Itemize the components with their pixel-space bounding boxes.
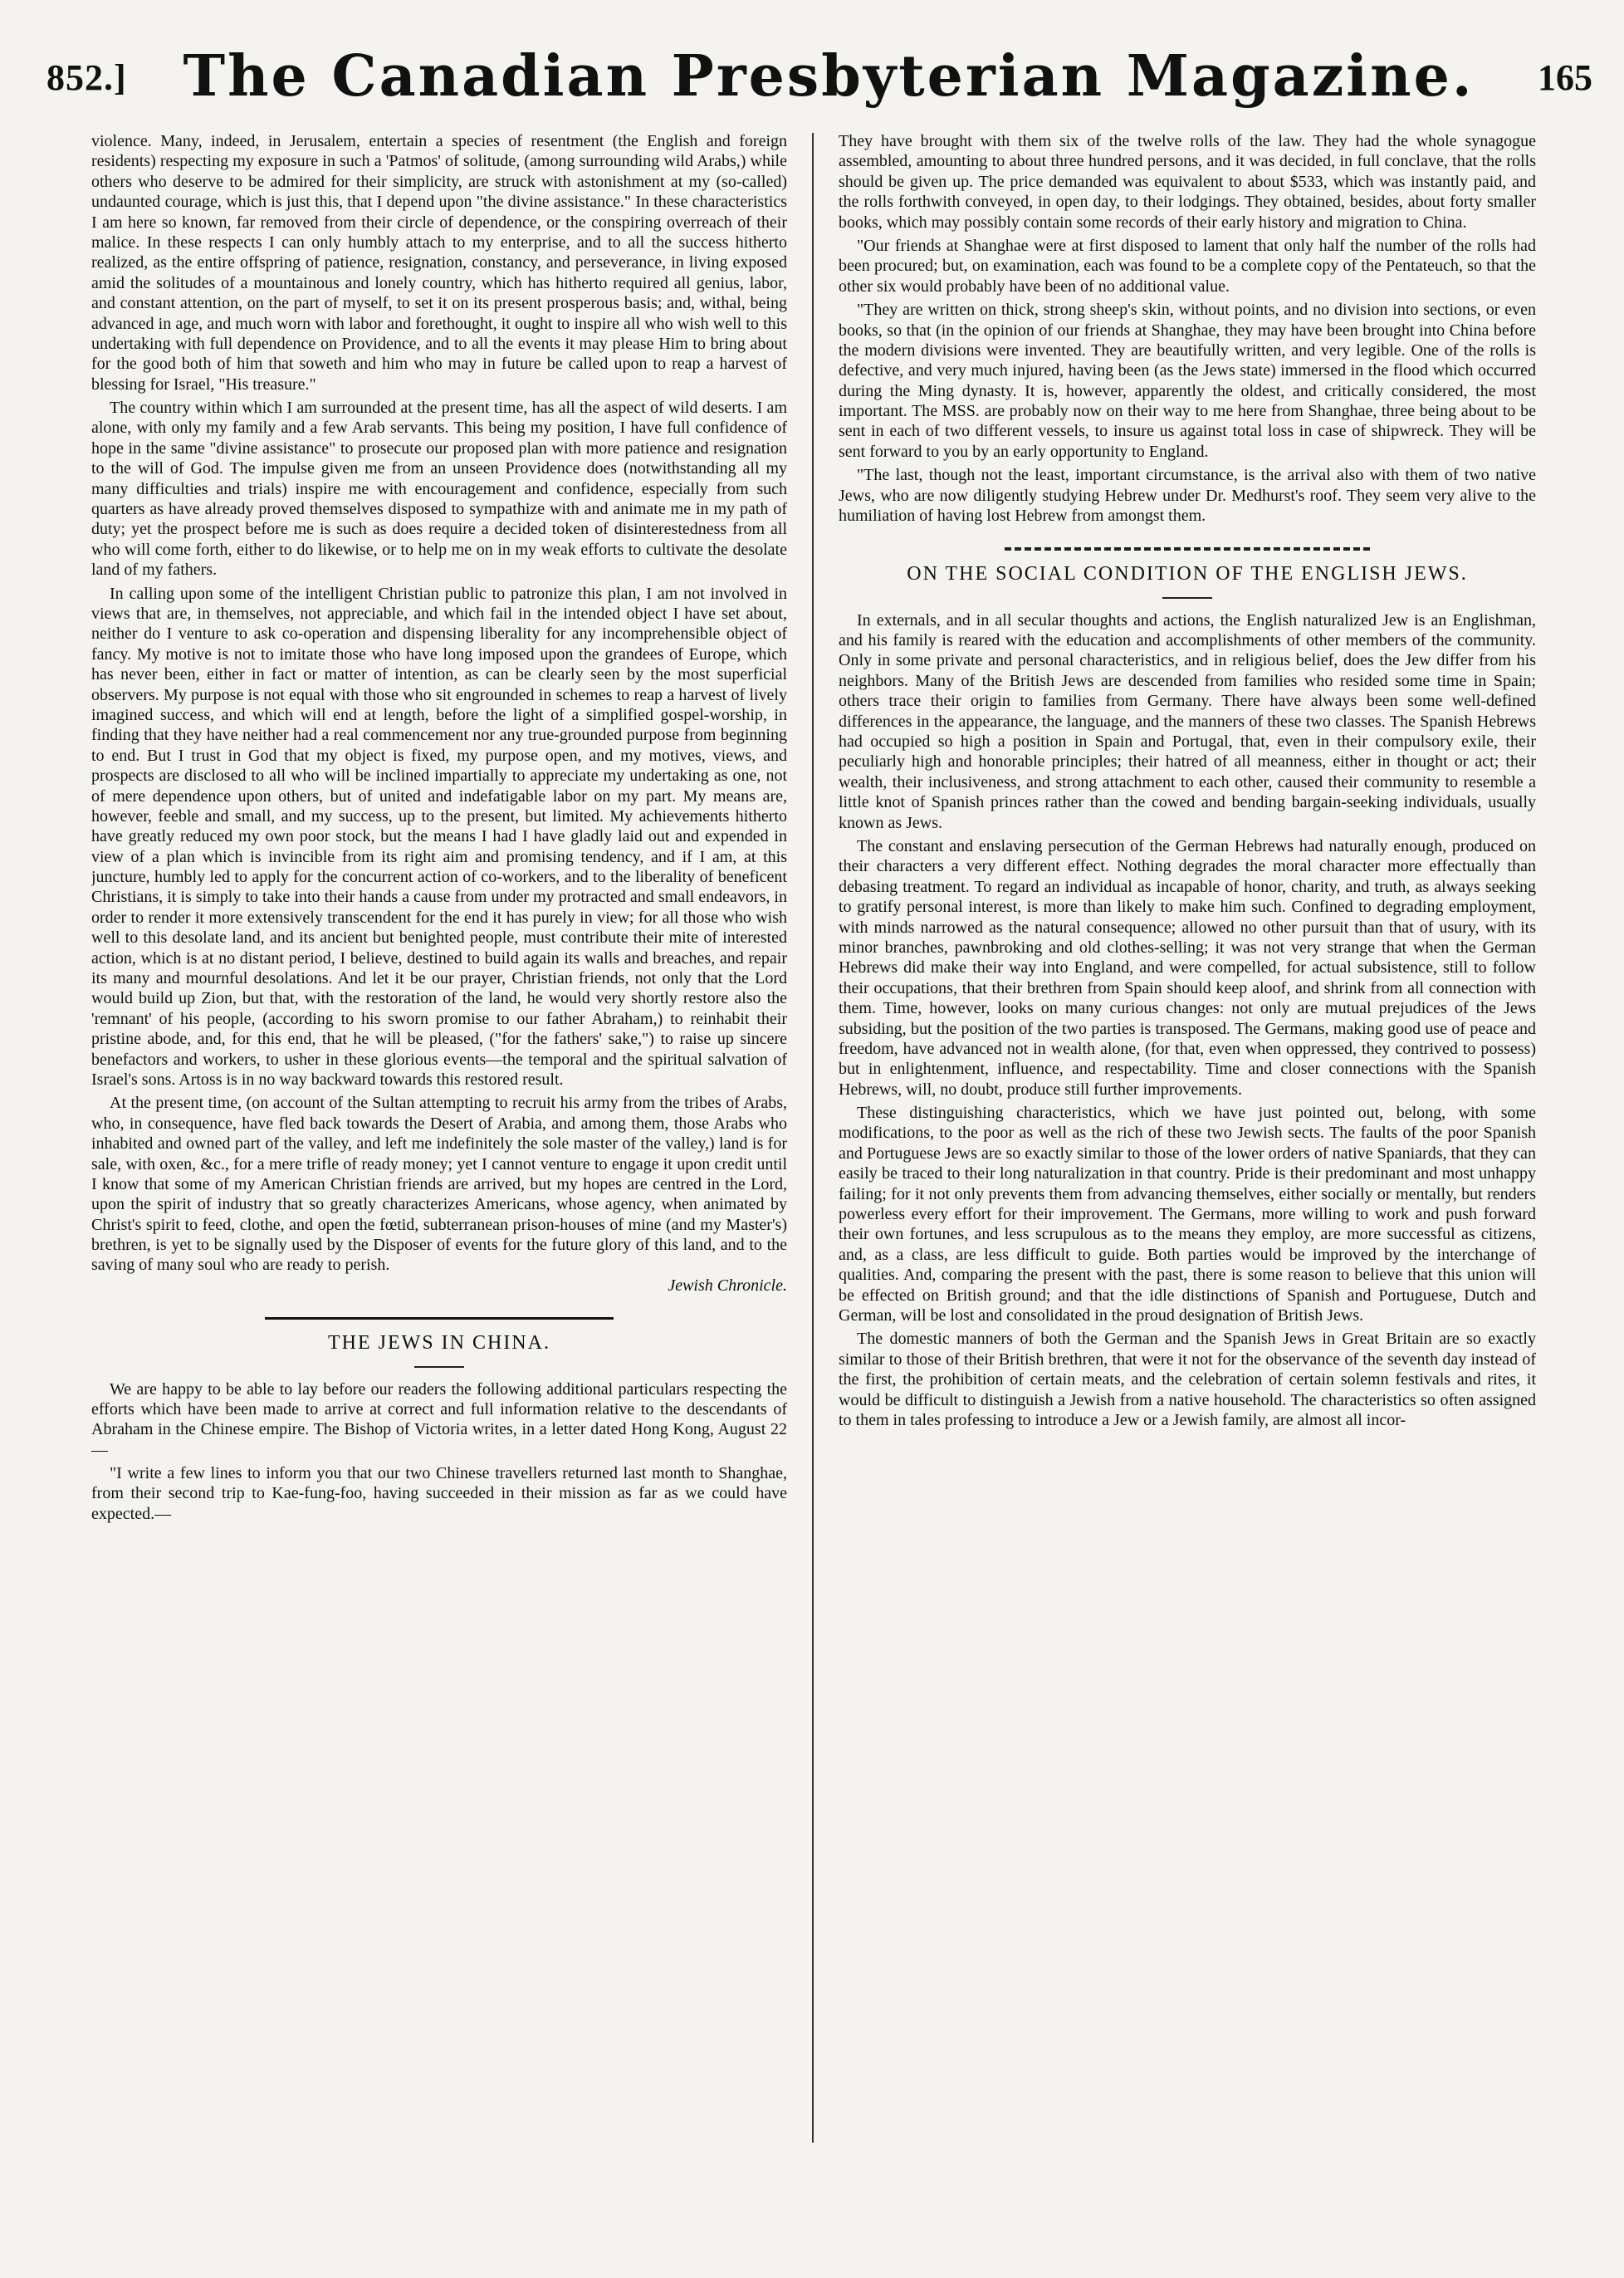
article-paragraph: In externals, and in all secular thoughts and actions, the English naturalized Jew is an Englishman, and his family is reared with the education and accomplishments of other members of the community. Only in some private and personal characteristics, and in religious belief, does the Jew differ from his neighbors. Many of the British Jews are descended from families who resided some time in Spain; others trace their origin to families from Germany. There have always been some well-defined differences in the appearance, the language, and the manners of these two classes. The Spanish Hebrews had occupied so high a position in Spain and Portugal, that, even in their compulsory exile, their peculiarly high and honorable principles; their hatred of all meanness, either in thought or act; their wealth, their inclusiveness, and strong attachment to each other, caused their community to resemble a little knot of Spanish princes rather than the cowed and bending bargain-seeking individuals, usually known as Jews. — [839, 610, 1536, 832]
title-underline — [1162, 597, 1212, 599]
article-paragraph: The country within which I am surrounded at the present time, has all the aspect of wild deserts. I am alone, with only my family and a few Arab servants. This being my position, I have full confidence of hope in the same "divine assistance" to prosecute our proposed plan with more patience and resignation to the will of God. The impulse given me from an unseen Providence does (notwithstanding all my many difficulties and trials) inspire me with encouragement and confidence, especially from such quarters as have already proved themselves disposed to sympathize with and animate me in my path of duty; yet the prospect before me is such as does require a decided token of disinterestedness from all who will come forth, either to do likewise, or to help me on in my weak efforts to cultivate the desolate land of my fathers. — [91, 399, 787, 580]
page-number-right: 165 — [1538, 57, 1592, 98]
article-paragraph: "Our friends at Shanghae were at first disposed to lament that only half the number of the rolls had been procured; but, on examination, each was found to be a complete copy of the Pentateuch, so that the other six would probably have been of no additional value. — [839, 236, 1536, 296]
article-paragraph: "I write a few lines to inform you that our two Chinese travellers returned last month to Shanghae, from their second trip to Kae-fung-foo, having succeeded in their mission as far as we could have expected.— — [91, 1464, 787, 1523]
right-column — [839, 131, 1536, 2270]
section-divider — [1005, 547, 1370, 551]
article-paragraph: In calling upon some of the intelligent Christian public to patronize this plan, I am not involved in views that are, in themselves, not appreciable, and which fail in the intended object I have set about, neither do I venture to ask co-operation and dispensing liberality for any incomprehensible object of fancy. My motive is not to imitate those who have long imposed upon the grandees of Europe, which has never been, either in fact or matter of intention, as can be clearly seen by the most superficial observers. My purpose is not equal with those who sit engrounded in schemes to reap a harvest of lively imagined success, and which will end at length, before the light of a simplified gospel-worship, in finding that they have neither had a real commencement nor any true-grounded purpose from beginning to end. But I trust in God that my object is fixed, my purpose open, and my motives, views, and prospects are disclosed to all who will be inclined impartially to appreciate my undertaking as one, not of mere dependence upon others, but of united and indefatigable labor on my part. My means are, however, feeble and small, and my success, up to the present, but limited. My achievements hitherto have greatly reduced my own poor stock, but the means I had I have gladly laid out and expended in view of a plan which is invincible from its right aim and promising tendency, and if I am, at this juncture, humbly led to apply for the concurrent action of co-workers, and to the liberality of beneficent Christians, it is simply to take into their hands a cause from under my protracted and small endeavors, in order to render it more extensively transcendent for the end it has purely in view; for all those who wish well to this desolate land, and its ancient but benighted people, must contribute their mite of interested action, which is at no distant period, I believe, destined to build again its walls and breaches, and repair its many and mournful desolations. And let it be our prayer, Christian friends, not only that the Lord would build up Zion, but that, with the restoration of the land, he would very shortly restore also the 'remnant' of his people, (according to his sworn promise to our father Abraham,) to reinhabit their pristine abode, and, for this end, that he will be pleased, ("for the fathers' sake,") to raise up sincere benefactors and workers, to usher in these glorious events—the temporal and the spiritual salvation of Israel's sons. Artoss is in no way backward towards this restored result. — [91, 584, 787, 1089]
article-paragraph: The constant and enslaving persecution of the German Hebrews had naturally enough, produced on their characters a very different effect. Nothing degrades the moral character more effectually than debasing treatment. To regard an individual as incapable of honor, charity, and truth, as always seeking to gratify personal interest, is more than likely to make him such. Confined to degrading employment, with minds narrowed as the natural consequence; allowed no other pursuit than that of usury, with its minor branches, pawnbroking and old clothes-selling; it was not very strange that when the German Hebrews did make their way into England, and were compelled, for actual subsistence, still to follow their occupations, that their brethren from Spain should keep aloof, and shrink from all connection with them. Time, however, looks on many curious changes: not only are mutual prejudices of the Jews subsiding, but the position of the two parties is transposed. The Germans, making good use of peace and freedom, have advanced not in wealth alone, (for that, even when oppressed, they contrived to possess) but in enlightenment, influence, and respectability. Time and closer connections with the Spanish Hebrews, will, no doubt, produce still further improvements. — [839, 836, 1536, 1099]
section-title-jews-in-china: THE JEWS IN CHINA. — [328, 1332, 550, 1355]
journal-title: The Canadian Presbyterian Magazine. — [183, 43, 1475, 110]
article-paragraph: At the present time, (on account of the Sultan attempting to recruit his army from the tribes of Arabs, who, in consequence, have fled back towards the Desert of Arabia, and among them, those Arabs who inhabited and owned part of the valley, and left me indefinitely the sole master of the valley,) land is for sale, with oxen, &c., for a mere trifle of ready money; yet I cannot venture to engage it upon credit until I know that some of my American Christian friends are arrived, but my hopes are centred in the Lord, upon the spirit of industry that so greatly characterizes Americans, whose agency, when animated by Christ's spirit to feed, clothe, and open the fœtid, subterranean prison-houses of mine (and my Master's) brethren, is yet to be signally used by the Disposer of events for the future glory of this land, and to the saving of many soul who are ready to perish. — [91, 1094, 787, 1275]
article-paragraph: These distinguishing characteristics, which we have just pointed out, belong, with some modifications, to the poor as well as the rich of these two Jewish sects. The faults of the poor Spanish and Portuguese Jews are so exactly similar to those of the lower orders of native Spaniards, that they can easily be traced to their long naturalization in that country. Pride is their predominant and most unhappy failing; for it not only prevents them from advancing themselves, either socially or mentally, but renders powerless every effort for their improvement. The Germans, more willing to work and push forward their own fortunes, and less scrupulous as to the means they employ, are more successful as citizens, and, as a class, are less difficult to guide. Both parties would be improved by the interchange of qualities. And, comparing the present with the past, there is some reason to believe that this union will be effected on British ground; and that the idle distinctions of Spanish and Portuguese, Dutch and German, will be lost and consolidated in the proud designation of British Jews. — [839, 1104, 1536, 1325]
title-underline — [414, 1366, 464, 1368]
article-paragraph: We are happy to be able to lay before our readers the following additional particulars respecting the efforts which have been made to arrive at correct and full information relative to the descendants of Abraham in the Chinese empire. The Bishop of Victoria writes, in a letter dated Hong Kong, August 22 — — [91, 1379, 787, 1459]
left-column — [91, 131, 787, 2270]
section-divider — [265, 1317, 614, 1320]
article-paragraph: violence. Many, indeed, in Jerusalem, entertain a species of resentment (the English and foreign residents) respecting my exposure in such a 'Patmos' of solitude, (among surrounding wild Arabs,) while others who deserve to be admired for their simplicity, are struck with astonishment at my (so-called) undaunted courage, which is just this, that I depend upon "the divine assistance." In these characteristics I am here so known, far removed from their circle of dependence, or the conspiring overreach of their malice. In these respects I can only humbly attach to my enterprise, and to all the success hitherto realized, as the entire offspring of patience, resignation, constancy, and perseverance, in living exposed amid the solitudes of a mountainous and lonely country, which has hitherto required all genius, labor, and constant attention, on the part of myself, to set it on its present prosperous basis; and, withal, being advanced in age, and much worn with labor and forethought, it ought to inspire all who wish well to this undertaking with full dependence on Providence, and to all the events it may please Him to bring about for the good both of him that soweth and him who may in future be called upon to reap a harvest of blessing for Israel, "His treasure." — [91, 132, 787, 394]
article-paragraph: The domestic manners of both the German and the Spanish Jews in Great Britain are so exactly similar to those of their British brethren, that were it not for the observance of the seventh day instead of the first, the prohibition of certain meats, and the celebration of certain solemn festivals and rites, it would be difficult to distinguish a Jewish from a native household. The characteristics so often assigned to them in tales professing to introduce a Jew or a Jewish family, are almost all incor- — [839, 1330, 1536, 1429]
article-paragraph: "The last, though not the least, important circumstance, is the arrival also with them of two native Jews, who are now diligently studying Hebrew under Dr. Medhurst's roof. They seem very alive to the humiliation of having lost Hebrew from amongst them. — [839, 466, 1536, 526]
column-divider — [812, 133, 814, 2143]
section-title-english-jews: ON THE SOCIAL CONDITION OF THE ENGLISH JEWS. — [907, 563, 1468, 585]
article-paragraph: "They are written on thick, strong sheep's skin, without points, and no division into sections, or even books, so that (in the opinion of our friends at Shanghae, they may have been brought into China before the modern divisions were invented. They are beautifully written, and very legible. One of the rolls is defective, and very much injured, having been (as the Jews state) immersed in the flood which occurred during the Ming dynasty. It is, however, apparently the oldest, and critically considered, the most important. The MSS. are probably now on their way to me here from Shanghae, three being about to be sent in each of two different vessels, to insure us against total loss in case of shipwreck. They will be sent forward to you by an early opportunity to England. — [839, 301, 1536, 461]
article-paragraph: They have brought with them six of the twelve rolls of the law. They had the whole synagogue assembled, amounting to about three hundred persons, and it was decided, in full conclave, that the rolls should be given up. The price demanded was equivalent to about $533, which was instantly paid, and the rolls forthwith conveyed, in open day, to their lodgings. They obtained, besides, about forty smaller books, which may possibly contain some records of their early history and migration to China. — [839, 132, 1536, 232]
article-attribution: Jewish Chronicle. — [668, 1276, 787, 1295]
page-number-left: 852.] — [46, 57, 127, 98]
masthead — [40, 20, 1617, 120]
